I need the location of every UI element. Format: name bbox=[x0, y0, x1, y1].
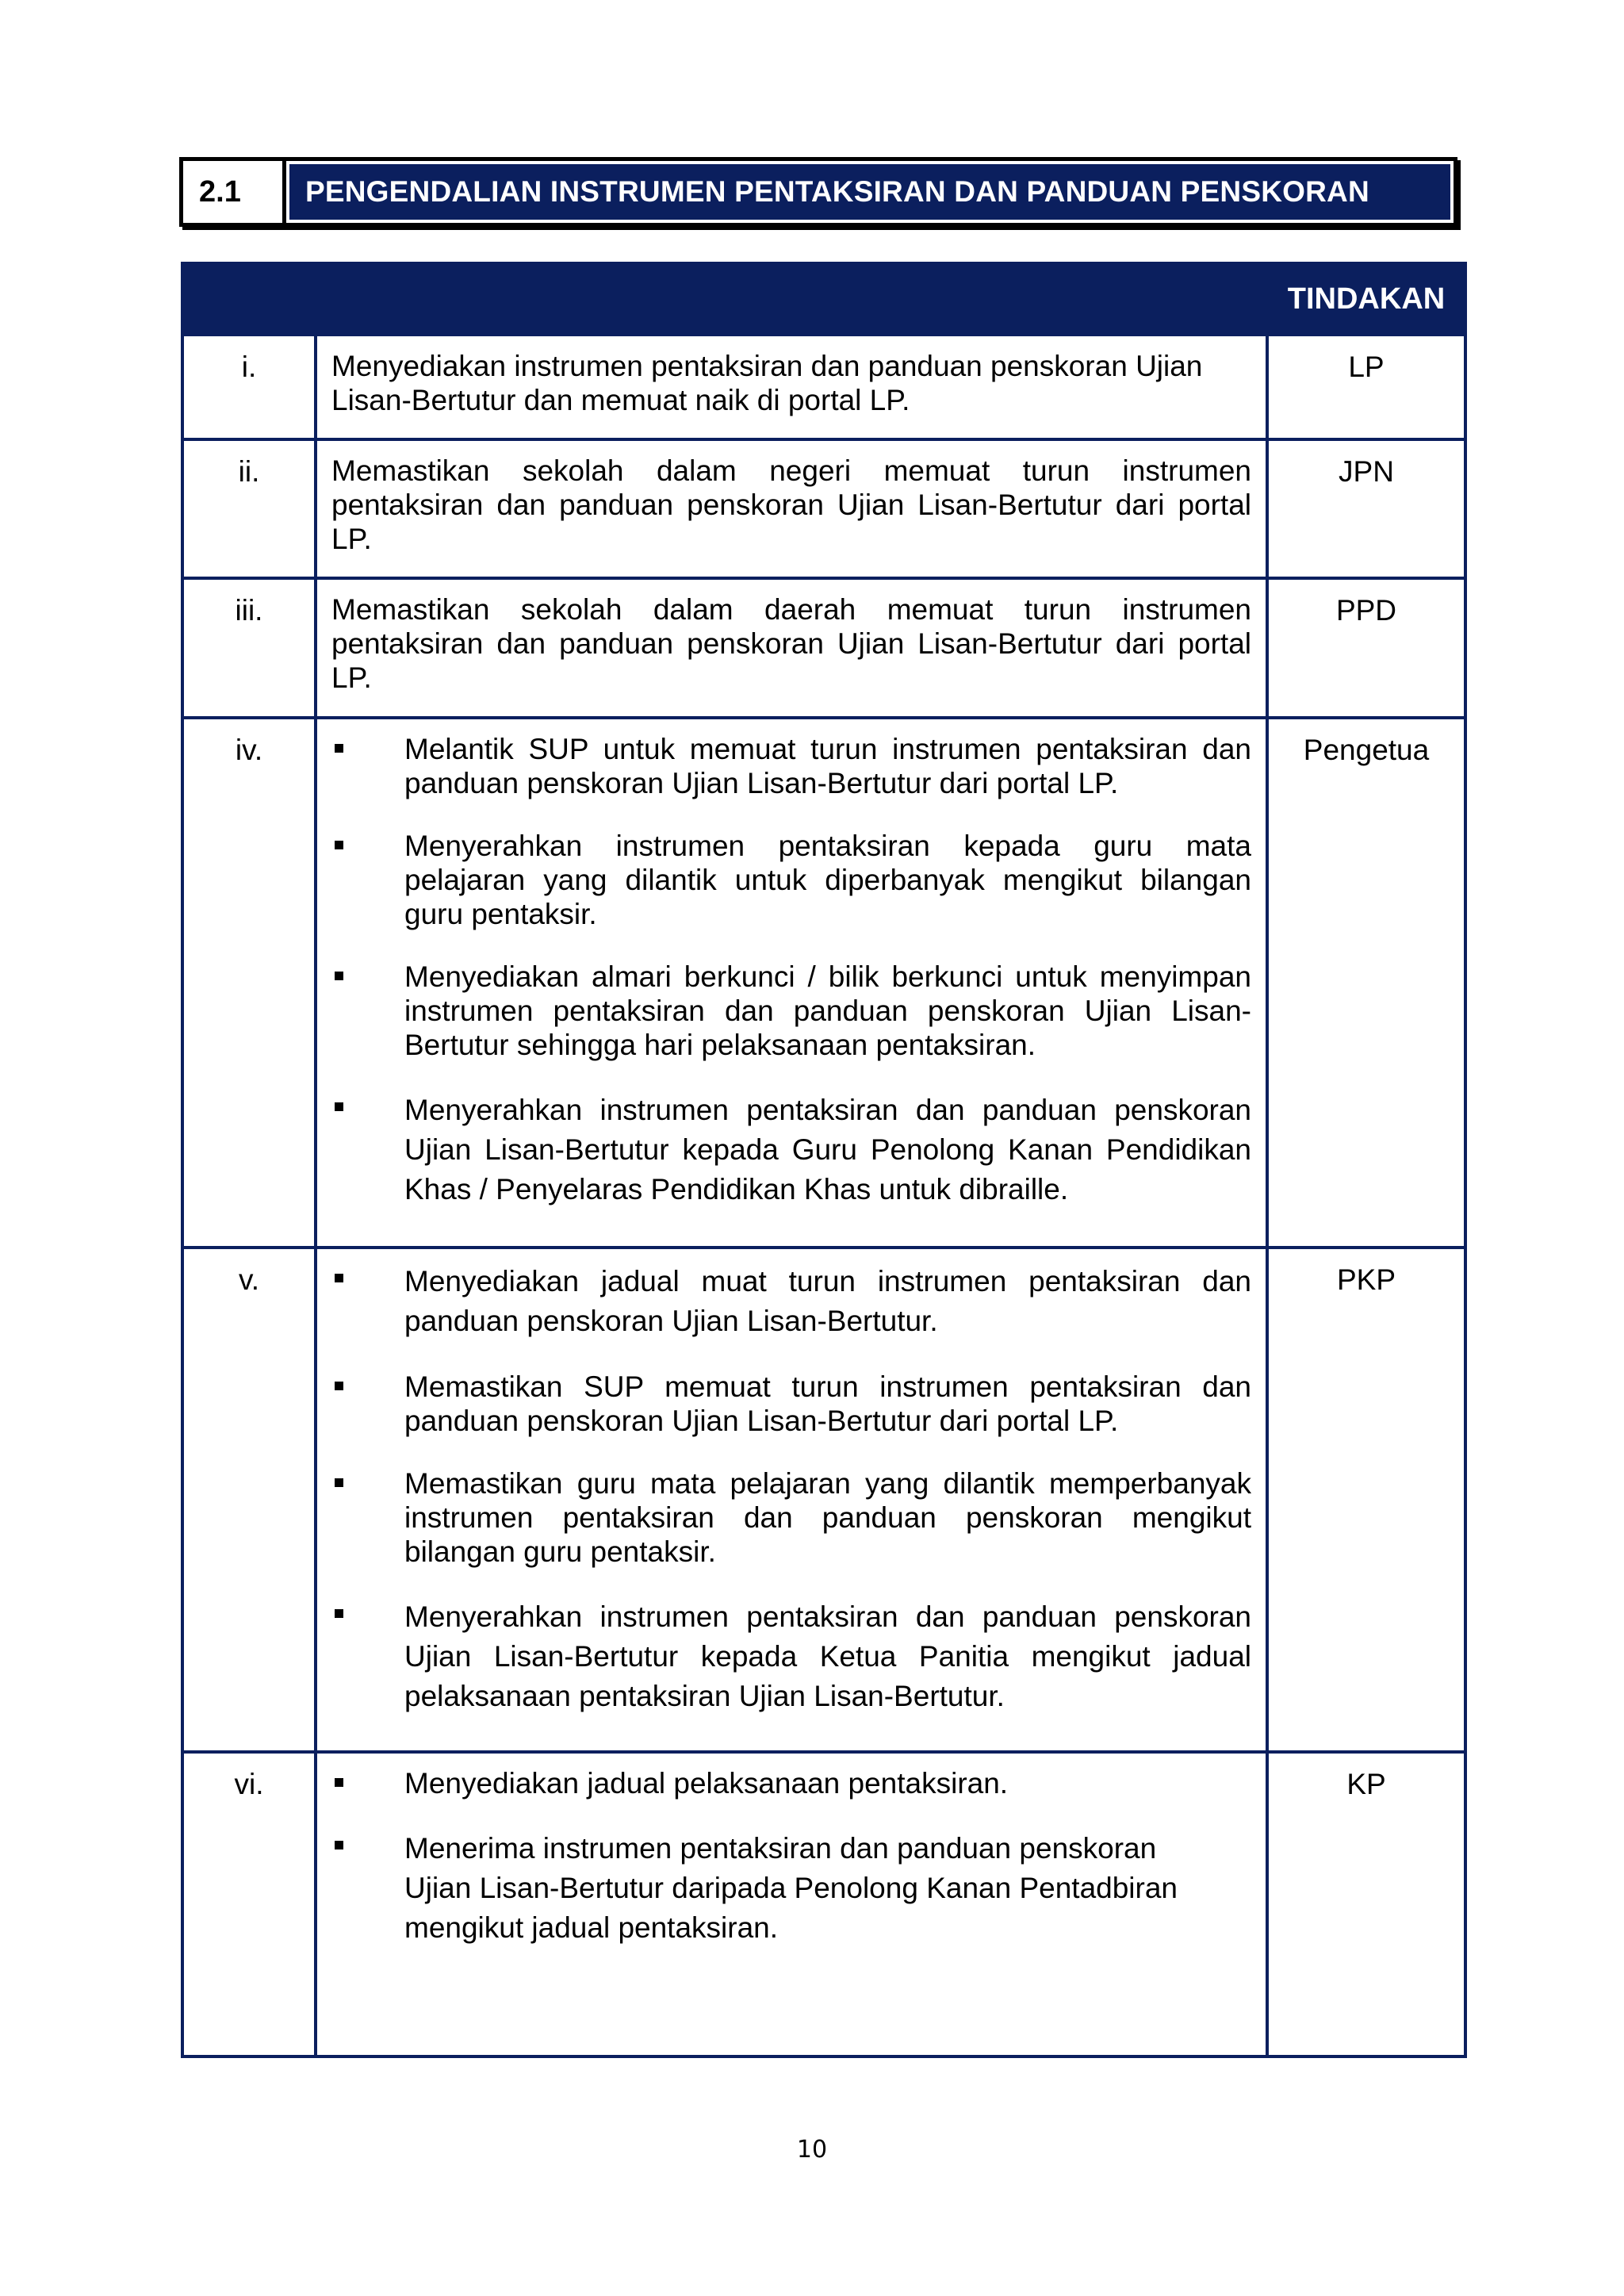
row-number: ii. bbox=[182, 439, 316, 578]
bullet-square-icon bbox=[335, 1609, 343, 1618]
list-item bbox=[331, 960, 1251, 1062]
bullet-text: Menyediakan almari berkunci / bilik berkunci untuk menyimpan instrumen pentaksiran dan panduan penskoran Ujian Lisan-Bertutur sehingga hari pelaksanaan pentaksiran. bbox=[404, 960, 1251, 1061]
row-action: KP bbox=[1267, 1752, 1465, 2056]
list-item bbox=[331, 1262, 1251, 1341]
table-row bbox=[182, 1248, 1465, 1752]
bullet-list bbox=[331, 732, 1251, 1209]
row-action: JPN bbox=[1267, 439, 1465, 578]
bullet-square-icon bbox=[335, 972, 343, 980]
bullet-text: Menyerahkan instrumen pentaksiran dan panduan penskoran Ujian Lisan-Bertutur kepada Ketua Panitia mengikut jadual pelaksanaan pentaksiran Ujian Lisan-Bertutur. bbox=[404, 1600, 1251, 1712]
row-action: PPD bbox=[1267, 578, 1465, 718]
header-blank-cell bbox=[182, 263, 1267, 335]
row-description: Memastikan sekolah dalam daerah memuat turun instrumen pentaksiran dan panduan penskoran Ujian Lisan-Bertutur dari portal LP. bbox=[316, 578, 1267, 718]
row-bullets bbox=[316, 1752, 1267, 2056]
bullet-text: Memastikan guru mata pelajaran yang dilantik memperbanyak instrumen pentaksiran dan panduan penskoran mengikut bilangan guru pentaksir. bbox=[404, 1467, 1251, 1568]
bullet-list bbox=[331, 1262, 1251, 1716]
row-number: iv. bbox=[182, 718, 316, 1248]
bullet-square-icon bbox=[335, 1102, 343, 1111]
row-bullets bbox=[316, 718, 1267, 1248]
row-number: vi. bbox=[182, 1752, 316, 2056]
list-item bbox=[331, 1466, 1251, 1569]
table-row bbox=[182, 1752, 1465, 2056]
list-item bbox=[331, 1597, 1251, 1716]
list-item bbox=[331, 829, 1251, 931]
list-item bbox=[331, 1091, 1251, 1209]
action-column-header: TINDAKAN bbox=[1267, 263, 1465, 335]
bullet-square-icon bbox=[335, 1778, 343, 1787]
section-header bbox=[179, 157, 1457, 227]
bullet-text: Menerima instrumen pentaksiran dan panduan penskoran Ujian Lisan-Bertutur daripada Penolong Kanan Pentadbiran mengikut jadual pentaksiran. bbox=[404, 1832, 1178, 1944]
table-row bbox=[182, 718, 1465, 1248]
table-header-row bbox=[182, 263, 1465, 335]
table-row bbox=[182, 335, 1465, 439]
list-item bbox=[331, 732, 1251, 800]
row-number: v. bbox=[182, 1248, 316, 1752]
bullet-square-icon bbox=[335, 744, 343, 753]
bullet-text: Menyerahkan instrumen pentaksiran kepada guru mata pelajaran yang dilantik untuk diperbanyak mengikut bilangan guru pentaksir. bbox=[404, 830, 1251, 930]
table-row bbox=[182, 439, 1465, 578]
section-title: PENGENDALIAN INSTRUMEN PENTAKSIRAN DAN PANDUAN PENSKORAN bbox=[289, 164, 1450, 220]
row-number: iii. bbox=[182, 578, 316, 718]
row-description: Memastikan sekolah dalam negeri memuat turun instrumen pentaksiran dan panduan penskoran Ujian Lisan-Bertutur dari portal LP. bbox=[316, 439, 1267, 578]
bullet-text: Melantik SUP untuk memuat turun instrumen pentaksiran dan panduan penskoran Ujian Lisan-Bertutur dari portal LP. bbox=[404, 733, 1251, 799]
row-bullets bbox=[316, 1248, 1267, 1752]
bullet-square-icon bbox=[335, 1478, 343, 1487]
bullet-square-icon bbox=[335, 1274, 343, 1282]
bullet-square-icon bbox=[335, 841, 343, 849]
row-description: Menyediakan instrumen pentaksiran dan panduan penskoran Ujian Lisan-Bertutur dan memuat naik di portal LP. bbox=[316, 335, 1267, 439]
bullet-text: Menyerahkan instrumen pentaksiran dan panduan penskoran Ujian Lisan-Bertutur kepada Guru Penolong Kanan Pendidikan Khas / Penyelaras Pendidikan Khas untuk dibraille. bbox=[404, 1094, 1251, 1205]
responsibility-table bbox=[181, 262, 1467, 2058]
row-number: i. bbox=[182, 335, 316, 439]
list-item bbox=[331, 1766, 1251, 1800]
bullet-text: Memastikan SUP memuat turun instrumen pentaksiran dan panduan penskoran Ujian Lisan-Bertutur dari portal LP. bbox=[404, 1370, 1251, 1437]
row-action: LP bbox=[1267, 335, 1465, 439]
bullet-text: Menyediakan jadual muat turun instrumen pentaksiran dan panduan penskoran Ujian Lisan-Bertutur. bbox=[404, 1265, 1251, 1337]
bullet-list bbox=[331, 1766, 1251, 1948]
list-item bbox=[331, 1829, 1251, 1948]
page-number: 10 bbox=[796, 2136, 828, 2164]
section-number: 2.1 bbox=[183, 161, 286, 223]
bullet-square-icon bbox=[335, 1382, 343, 1390]
list-item bbox=[331, 1370, 1251, 1438]
bullet-square-icon bbox=[335, 1841, 343, 1849]
row-action: Pengetua bbox=[1267, 718, 1465, 1248]
bullet-text: Menyediakan jadual pelaksanaan pentaksiran. bbox=[404, 1767, 1009, 1800]
row-action: PKP bbox=[1267, 1248, 1465, 1752]
table-row bbox=[182, 578, 1465, 718]
